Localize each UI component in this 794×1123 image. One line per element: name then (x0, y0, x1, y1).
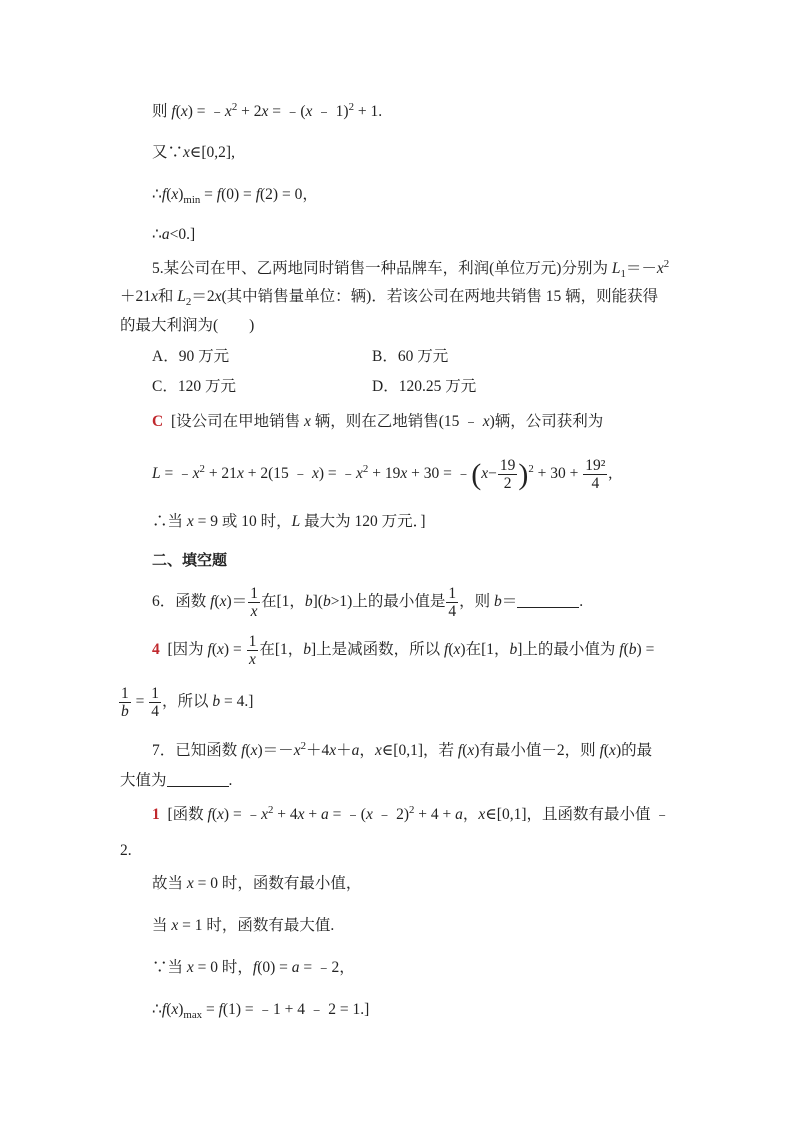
numerator: 19 (499, 456, 516, 474)
var: x (453, 641, 461, 658)
text: )在[1， (460, 641, 510, 658)
var: x (329, 742, 337, 759)
var: f (255, 186, 260, 203)
text: ∵当 (152, 959, 187, 976)
text: ( (211, 806, 218, 823)
var: f (207, 806, 212, 823)
text: ) = (223, 641, 246, 658)
var: x (183, 144, 190, 161)
text-line (152, 874, 361, 894)
text: + 2(15 ﹣ (243, 465, 312, 482)
var: x (224, 103, 232, 120)
var: f (444, 641, 449, 658)
answer-5-conclusion (152, 512, 426, 532)
option-b: B．60 万元 (372, 348, 449, 365)
text: = 0 时， (193, 959, 253, 976)
text: ( (214, 593, 220, 610)
subscript: max (183, 1009, 203, 1022)
text: 在[1， (260, 593, 305, 610)
numerator: 1 (448, 584, 457, 602)
var: x (214, 288, 222, 305)
var: x (186, 875, 194, 892)
text: ﹣ 1) (312, 103, 349, 120)
text: = ﹣( (268, 103, 306, 120)
section-heading: 二、填空题 (152, 551, 228, 569)
question-5-line-3: 的最大利润为( ) (120, 317, 255, 334)
var: b (212, 693, 221, 710)
text: ＋ (336, 742, 352, 759)
answer-blank (167, 772, 229, 787)
paren: ) (518, 458, 529, 491)
var: x (311, 465, 319, 482)
text: + 4 (273, 806, 298, 823)
subscript: min (183, 194, 201, 207)
var: x (186, 959, 194, 976)
text: 5.某公司在甲、乙两地同时销售一种品牌车，利润(单位万元)分别为 (152, 260, 612, 277)
var: a (351, 742, 360, 759)
question-5-line-1 (152, 259, 669, 279)
var: f (457, 742, 463, 759)
answer-6-line-2 (118, 682, 253, 722)
var: b (303, 641, 311, 658)
text: 最大为 120 万元．] (300, 513, 426, 530)
text: ( (603, 742, 610, 759)
text: + 19 (368, 465, 401, 482)
denominator: 4 (591, 474, 600, 492)
text: ]上是减函数，所以 (311, 641, 445, 658)
exponent: 2 (528, 462, 534, 475)
text: ∈[0,1]，若 (381, 742, 458, 759)
text: ， (359, 742, 375, 759)
text: + 2 (237, 103, 262, 120)
text: 和 (157, 288, 178, 305)
var: L (152, 465, 161, 482)
text: (0) = (257, 959, 292, 976)
answer-label: 4 (152, 641, 160, 658)
text: . (579, 593, 584, 610)
numerator: 1 (250, 584, 258, 602)
text: ( (175, 103, 181, 120)
text: [设公司在甲地销售 (170, 413, 304, 430)
text: ) (178, 1001, 184, 1018)
text: + 1. (354, 103, 383, 120)
answer-6-line-1 (152, 630, 654, 670)
var: x (400, 465, 408, 482)
text: )的最 (615, 742, 653, 759)
option-a: A．90 万元 (152, 348, 230, 365)
var: b (322, 593, 331, 610)
text: 7．已知函数 (152, 742, 242, 759)
option-d: D．120.25 万元 (372, 378, 477, 395)
text: 在[1， (259, 641, 304, 658)
var: f (619, 641, 624, 658)
var: x (171, 186, 179, 203)
text: − (488, 465, 497, 482)
fraction (119, 685, 131, 720)
text: (其中销售量单位：辆)．若该公司在两地共销售 15 辆，则能获得 (221, 288, 659, 305)
var: f (599, 742, 604, 759)
answer-7-line-2: 2. (120, 842, 132, 859)
text: ＝ (501, 593, 518, 610)
text: ( (166, 186, 172, 203)
numerator: 1 (248, 632, 257, 650)
text: = 4.] (220, 693, 254, 710)
var: x (478, 806, 486, 823)
text: = 9 或 10 时， (193, 513, 292, 530)
answer-5-formula (152, 454, 612, 494)
var: f (210, 593, 215, 610)
text: + (304, 806, 322, 823)
fraction (583, 457, 607, 492)
var: x (304, 413, 311, 430)
var: b (304, 593, 313, 610)
text: 大值为 (120, 772, 167, 789)
var: b (509, 641, 518, 658)
text: )＝ (226, 593, 248, 610)
text: ∈[0,1]，且函数有最小值 ﹣ (485, 806, 670, 823)
var: a (161, 226, 170, 243)
text: ) = ﹣ (318, 465, 357, 482)
var: L (291, 513, 301, 530)
denominator: x (250, 602, 258, 620)
var: x (305, 103, 313, 120)
text: >1)上的最小值是 (330, 593, 446, 610)
var: x (374, 742, 382, 759)
exponent: 2 (362, 462, 369, 475)
text: ) = ﹣ (223, 806, 262, 823)
text: ∴ (152, 1001, 162, 1018)
var: f (171, 103, 176, 120)
text: ( (211, 641, 218, 658)
var: f (207, 641, 212, 658)
text: , (608, 465, 613, 482)
text: (0) = (221, 186, 256, 203)
var: f (241, 742, 246, 759)
text: ，则 (459, 593, 494, 610)
text: . (228, 772, 233, 789)
text: + 30 = ﹣ (407, 465, 472, 482)
text: ( (166, 1001, 172, 1018)
var: a (455, 806, 463, 823)
var: x (219, 593, 227, 610)
text: ( (623, 641, 629, 658)
text-line (152, 185, 318, 205)
text: ]上的最小值为 (517, 641, 620, 658)
text: )有最小值－2，则 (474, 742, 600, 759)
text: (2) = 0， (260, 186, 318, 203)
var: x (217, 806, 224, 823)
exponent: 2 (348, 100, 355, 113)
var: x (151, 288, 158, 305)
text-line (152, 102, 382, 122)
text: + 4 + (414, 806, 456, 823)
text: + 21 (204, 465, 237, 482)
var: b (628, 641, 637, 658)
numerator: 19² (585, 456, 606, 474)
text: = 1 时，函数有最大值. (178, 917, 335, 934)
answer-blank (517, 593, 579, 608)
text: ∈[0,2], (189, 144, 235, 161)
text: = ﹣( (328, 806, 366, 823)
text: ) (178, 186, 184, 203)
text-line (152, 143, 235, 163)
text: ( (462, 742, 468, 759)
text: 当 (152, 917, 172, 934)
question-7-line-2 (120, 771, 232, 791)
text: = 0 时，函数有最小值， (193, 875, 362, 892)
text: ) = ﹣ (187, 103, 225, 120)
paren: ( (471, 458, 482, 491)
question-7-line-1 (152, 741, 652, 761)
text: ，所以 (162, 693, 213, 710)
var: x (467, 742, 475, 759)
var: x (192, 465, 200, 482)
text-line (152, 225, 195, 245)
text: ＋4 (306, 742, 330, 759)
var: f (161, 186, 167, 203)
var: x (365, 806, 373, 823)
text: + 30 + (533, 465, 583, 482)
var: x (186, 513, 194, 530)
var: x (293, 742, 301, 759)
text-line (152, 1000, 369, 1020)
text: [因为 (167, 641, 208, 658)
text: = ﹣ (160, 465, 193, 482)
answer-label: C (152, 413, 164, 430)
text: )辆，公司获利为 (489, 413, 604, 430)
text: 又∵ (152, 144, 184, 161)
question-6 (152, 582, 583, 622)
text: ]( (312, 593, 323, 610)
text: = (202, 1001, 219, 1018)
fraction (248, 585, 260, 620)
fraction (498, 457, 518, 492)
var: x (217, 641, 224, 658)
text: ( (448, 641, 454, 658)
var: x (250, 742, 258, 759)
var: f (216, 186, 222, 203)
question-5-line-2 (120, 287, 658, 307)
var: x (297, 806, 305, 823)
fraction (247, 633, 259, 668)
text: ) = (636, 641, 655, 658)
var: x (609, 742, 616, 759)
exponent: 2 (409, 803, 415, 816)
text-line (152, 958, 355, 978)
text: 则 (152, 103, 168, 120)
var: x (180, 103, 188, 120)
exponent: 2 (663, 257, 670, 270)
denominator: b (121, 702, 129, 720)
subscript: 2 (185, 296, 192, 309)
var: f (252, 959, 258, 976)
text: ， (462, 806, 479, 823)
text: ＝2 (191, 288, 215, 305)
denominator: 4 (151, 702, 159, 720)
exponent: 2 (199, 462, 205, 475)
var: x (171, 1001, 179, 1018)
var: a (321, 806, 329, 823)
denominator: 4 (448, 602, 457, 620)
text: (1) = ﹣1 + 4 ﹣ 2 = 1.] (222, 1001, 370, 1018)
text: <0.] (169, 226, 196, 243)
var: x (356, 465, 363, 482)
exponent: 2 (267, 803, 274, 816)
var: f (161, 1001, 167, 1018)
text: ∴当 (152, 513, 187, 530)
text-line (152, 916, 334, 936)
text: = ﹣2， (299, 959, 355, 976)
var: f (218, 1001, 223, 1018)
text: )＝－ (257, 742, 294, 759)
text: ∴ (152, 186, 162, 203)
subscript: 1 (620, 268, 626, 281)
denominator: 2 (503, 474, 512, 492)
answer-7-line-1 (152, 805, 670, 825)
text: 6．函数 (152, 593, 211, 610)
numerator: 1 (121, 684, 129, 702)
var: x (481, 465, 489, 482)
text: = (200, 186, 217, 203)
exponent: 2 (300, 739, 306, 752)
exponent: 2 (231, 100, 238, 113)
option-c: C．120 万元 (152, 378, 236, 395)
var: L (611, 260, 621, 277)
fraction (446, 585, 458, 620)
text: ∴ (152, 226, 162, 243)
text: = (131, 693, 149, 710)
text: 故当 (152, 875, 187, 892)
answer-label: 1 (152, 806, 160, 823)
var: L (177, 288, 186, 305)
var: x (171, 917, 179, 934)
var: x (261, 103, 269, 120)
var: x (261, 806, 268, 823)
var: b (493, 593, 502, 610)
text: [函数 (167, 806, 208, 823)
text: ( (245, 742, 251, 759)
var: x (236, 465, 244, 482)
text: 辆，则在乙地销售(15 ﹣ (310, 413, 483, 430)
var: a (291, 959, 300, 976)
numerator: 1 (151, 684, 159, 702)
var: x (656, 260, 664, 277)
text: ﹣ 2) (372, 806, 409, 823)
denominator: x (249, 650, 256, 668)
text: ＋21 (120, 288, 152, 305)
answer-5-line-1 (152, 412, 603, 432)
text: ＝－ (625, 260, 657, 277)
var: x (482, 413, 490, 430)
fraction (149, 685, 161, 720)
